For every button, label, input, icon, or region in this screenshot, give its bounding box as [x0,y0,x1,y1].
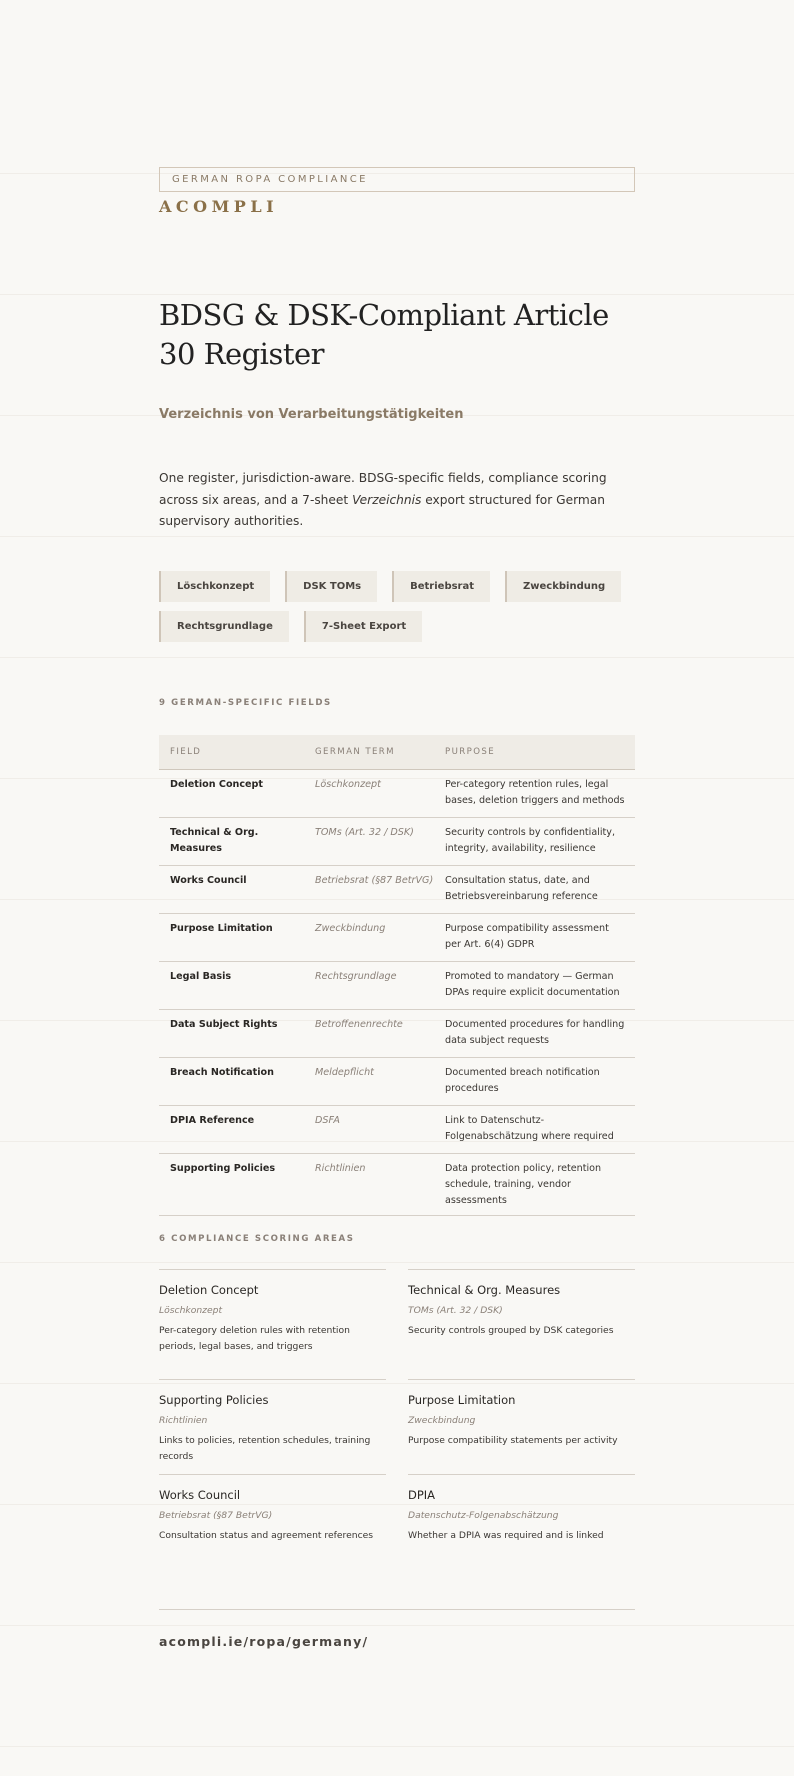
purpose-cell: Documented procedures for handling data subject requests [434,1010,635,1058]
gridline [0,657,794,658]
gridline [0,536,794,537]
scoring-area-german-term: Datenschutz-Folgenabschätzung [408,1510,559,1521]
field-name-cell: Data Subject Rights [159,1010,304,1058]
scoring-area-description: Purpose compatibility statements per activity [408,1435,618,1446]
purpose-cell: Security controls by confidentiality, integrity, availability, resilience [434,818,635,866]
page-title: BDSG & DSK-Compliant Article 30 Register [159,298,609,371]
purpose-cell: Documented breach notification procedures [434,1058,635,1106]
purpose-cell: Consultation status, date, and Betriebsvereinbarung reference [434,866,635,914]
footer-url-link[interactable]: acompli.ie/ropa/germany/ [159,1634,369,1649]
table-header-row [159,735,635,770]
field-name-cell: Works Council [159,866,304,914]
table-row [159,818,635,866]
table-row [159,914,635,962]
purpose-cell: Per-category retention rules, legal bases, deletion triggers and methods [434,770,635,818]
field-name-cell: Breach Notification [159,1058,304,1106]
scoring-area-card [408,1379,635,1474]
scoring-area-german-term: Richtlinien [159,1415,208,1426]
scoring-area-german-term: TOMs (Art. 32 / DSK) [408,1305,503,1316]
table-row [159,962,635,1010]
column-header-purpose: PURPOSE [434,735,635,770]
feature-tag[interactable]: Zweckbindung [505,571,621,602]
gridline [0,1262,794,1263]
feature-tag[interactable]: 7-Sheet Export [304,611,422,642]
german-term-cell: Richtlinien [304,1154,434,1216]
scoring-area-title: Deletion Concept [159,1283,259,1297]
feature-tag[interactable]: Betriebsrat [392,571,490,602]
table-row [159,770,635,818]
feature-tag[interactable]: DSK TOMs [285,571,377,602]
scoring-area-title: DPIA [408,1488,436,1502]
scoring-area-title: Supporting Policies [159,1393,269,1407]
scoring-area-german-term: Zweckbindung [408,1415,476,1426]
scoring-area-title: Technical & Org. Measures [408,1283,561,1297]
purpose-cell: Data protection policy, retention schedule, training, vendor assessments [434,1154,635,1216]
field-name-cell: Deletion Concept [159,770,304,818]
field-name-cell: Legal Basis [159,962,304,1010]
eyebrow-label: GERMAN ROPA COMPLIANCE [159,167,635,192]
scoring-area-title: Purpose Limitation [408,1393,516,1407]
scoring-area-german-term: Betriebsrat (§87 BetrVG) [159,1510,273,1521]
scoring-area-description: Per-category deletion rules with retention periods, legal bases, and triggers [159,1325,350,1352]
logo[interactable]: ACOMPLI [159,197,279,216]
table-row [159,1106,635,1154]
column-header-field: FIELD [159,735,304,770]
scoring-area-card [159,1379,386,1474]
intro-text-end: export structured for German supervisory authorities. [159,492,605,528]
scoring-area-description: Consultation status and agreement references [159,1530,374,1541]
gridline [0,294,794,295]
scoring-areas-grid [159,1269,635,1567]
field-name-cell: Supporting Policies [159,1154,304,1216]
scoring-section-label: 6 COMPLIANCE SCORING AREAS [159,1234,355,1244]
table-row [159,1154,635,1216]
intro-paragraph [159,468,629,533]
table-row [159,866,635,914]
field-name-cell: DPIA Reference [159,1106,304,1154]
scoring-area-card [408,1474,635,1567]
scoring-area-title: Works Council [159,1488,241,1502]
purpose-cell: Promoted to mandatory — German DPAs require explicit documentation [434,962,635,1010]
feature-tag[interactable]: Löschkonzept [159,571,270,602]
scoring-area-description: Whether a DPIA was required and is linked [408,1530,604,1541]
german-term-cell: Rechtsgrundlage [304,962,434,1010]
german-term-cell: Zweckbindung [304,914,434,962]
purpose-cell: Purpose compatibility assessment per Art. 6(4) GDPR [434,914,635,962]
page-subtitle: Verzeichnis von Verarbeitungstätigkeiten [159,407,464,422]
feature-tags [159,571,635,642]
scoring-area-card [159,1269,386,1379]
field-name-cell: Technical & Org. Measures [159,818,304,866]
purpose-cell: Link to Datenschutz-Folgenabschätzung where required [434,1106,635,1154]
scoring-area-card [408,1269,635,1379]
german-term-cell: Betriebsrat (§87 BetrVG) [304,866,434,914]
scoring-area-description: Security controls grouped by DSK categories [408,1325,614,1336]
german-term-cell: DSFA [304,1106,434,1154]
footer-divider [159,1609,635,1610]
german-term-cell: Meldepflicht [304,1058,434,1106]
feature-tag[interactable]: Rechtsgrundlage [159,611,289,642]
intro-emphasis: Verzeichnis [352,492,422,507]
german-term-cell: Betroffenenrechte [304,1010,434,1058]
german-term-cell: TOMs (Art. 32 / DSK) [304,818,434,866]
fields-section-label: 9 GERMAN-SPECIFIC FIELDS [159,698,332,708]
column-header-german-term: GERMAN TERM [304,735,434,770]
fields-table-wrapper [159,735,635,1216]
gridline [0,1625,794,1626]
table-row [159,1010,635,1058]
scoring-area-card [159,1474,386,1567]
field-name-cell: Purpose Limitation [159,914,304,962]
german-term-cell: Löschkonzept [304,770,434,818]
scoring-area-description: Links to policies, retention schedules, training records [159,1435,371,1462]
table-row [159,1058,635,1106]
scoring-area-german-term: Löschkonzept [159,1305,223,1316]
gridline [0,1746,794,1747]
intro-text: One register, jurisdiction-aware. BDSG-specific fields, compliance scoring across six areas, and a 7-sheet [159,471,607,507]
fields-table [159,735,635,1216]
